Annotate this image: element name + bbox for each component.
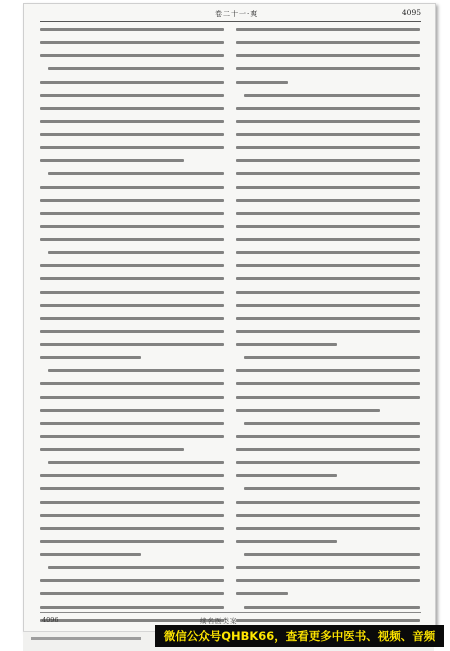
body-text-line bbox=[40, 579, 224, 582]
body-text-line bbox=[236, 238, 420, 241]
body-text-line bbox=[236, 474, 337, 477]
body-text-line bbox=[40, 277, 224, 280]
body-text-line bbox=[236, 514, 420, 517]
body-text-line bbox=[236, 251, 420, 254]
body-text-line bbox=[40, 146, 224, 149]
body-text-line bbox=[48, 461, 224, 464]
body-text-line bbox=[48, 566, 224, 569]
body-text-line bbox=[236, 448, 420, 451]
body-text-line bbox=[236, 566, 420, 569]
body-text-line bbox=[236, 501, 420, 504]
body-text-line bbox=[244, 356, 420, 359]
body-text-line bbox=[40, 317, 224, 320]
body-text-line bbox=[40, 487, 224, 490]
body-text-line bbox=[40, 212, 224, 215]
page-footer bbox=[40, 612, 421, 625]
body-text-line bbox=[236, 107, 420, 110]
body-text-line bbox=[40, 540, 224, 543]
book-title: 续名医类案 bbox=[200, 617, 238, 625]
body-text-line bbox=[40, 94, 224, 97]
body-text-line bbox=[40, 54, 224, 57]
running-title: 卷二十一·爽 bbox=[215, 10, 259, 18]
watermark-banner: 微信公众号QHBK66，查看更多中医书、视频、音频 bbox=[155, 625, 444, 647]
body-text-line bbox=[40, 304, 224, 307]
body-text-line bbox=[40, 133, 224, 136]
body-text-line bbox=[236, 277, 420, 280]
body-text-line bbox=[236, 304, 420, 307]
body-text-line bbox=[40, 291, 224, 294]
body-text-line bbox=[236, 264, 420, 267]
body-text-line bbox=[40, 264, 224, 267]
body-text-line bbox=[40, 330, 224, 333]
body-text-line bbox=[236, 409, 380, 412]
body-text-line bbox=[236, 28, 420, 31]
body-text-line bbox=[40, 41, 224, 44]
body-text-line bbox=[40, 225, 224, 228]
body-text-line bbox=[236, 159, 420, 162]
body-text-line bbox=[236, 199, 420, 202]
body-text-line bbox=[40, 28, 224, 31]
right-text-column bbox=[236, 28, 420, 632]
page-header bbox=[40, 7, 421, 22]
body-text-line bbox=[40, 238, 224, 241]
body-text-line bbox=[236, 540, 337, 543]
body-text-line bbox=[40, 186, 224, 189]
body-text-line bbox=[244, 94, 420, 97]
left-text-column bbox=[40, 28, 224, 632]
body-text-line bbox=[40, 448, 184, 451]
body-text-line bbox=[40, 159, 184, 162]
body-text-line bbox=[40, 553, 141, 556]
body-text-line bbox=[244, 422, 420, 425]
body-text-line bbox=[40, 396, 224, 399]
body-text-line bbox=[48, 251, 224, 254]
body-text-line bbox=[40, 382, 224, 385]
body-text-line bbox=[40, 501, 224, 504]
body-text-line bbox=[236, 186, 420, 189]
body-text-line bbox=[236, 146, 420, 149]
body-text-line bbox=[40, 435, 224, 438]
body-text-line bbox=[236, 396, 420, 399]
body-text-line bbox=[236, 291, 420, 294]
body-text-line bbox=[40, 120, 224, 123]
body-text-line bbox=[236, 81, 288, 84]
body-text-line bbox=[40, 409, 224, 412]
body-text-line bbox=[40, 422, 224, 425]
body-text-line bbox=[48, 67, 224, 70]
body-text-line bbox=[40, 356, 141, 359]
body-text-line bbox=[236, 461, 420, 464]
body-text-line bbox=[40, 474, 224, 477]
body-text-line bbox=[236, 225, 420, 228]
body-text-line bbox=[236, 133, 420, 136]
body-text-line bbox=[236, 54, 420, 57]
body-text-line bbox=[40, 592, 224, 595]
body-text-line bbox=[236, 120, 420, 123]
body-text-line bbox=[236, 343, 337, 346]
body-text-line bbox=[244, 553, 420, 556]
body-text-line bbox=[40, 107, 224, 110]
body-text-line bbox=[40, 527, 224, 530]
body-text-line bbox=[48, 172, 224, 175]
body-text-line bbox=[236, 172, 420, 175]
page-number-top: 4095 bbox=[401, 8, 421, 17]
body-text-line bbox=[236, 527, 420, 530]
body-text-line bbox=[40, 606, 224, 609]
body-text-line bbox=[236, 435, 420, 438]
body-text-line bbox=[48, 369, 224, 372]
body-text-line bbox=[236, 579, 420, 582]
body-text-line bbox=[236, 369, 420, 372]
body-text-line bbox=[236, 212, 420, 215]
body-text-line bbox=[244, 606, 420, 609]
body-text-line bbox=[40, 343, 224, 346]
body-text-line bbox=[236, 382, 420, 385]
next-page-text-line bbox=[31, 637, 141, 640]
body-text-line bbox=[236, 317, 420, 320]
body-text-line bbox=[40, 81, 224, 84]
body-text-line bbox=[236, 67, 420, 70]
body-text-line bbox=[236, 330, 420, 333]
body-text-line bbox=[40, 514, 224, 517]
body-text-line bbox=[236, 41, 420, 44]
body-text-line bbox=[244, 487, 420, 490]
body-text-line bbox=[236, 592, 288, 595]
scanned-page bbox=[23, 3, 436, 632]
body-text-line bbox=[40, 199, 224, 202]
page-number-bottom: 4096 bbox=[42, 616, 59, 624]
